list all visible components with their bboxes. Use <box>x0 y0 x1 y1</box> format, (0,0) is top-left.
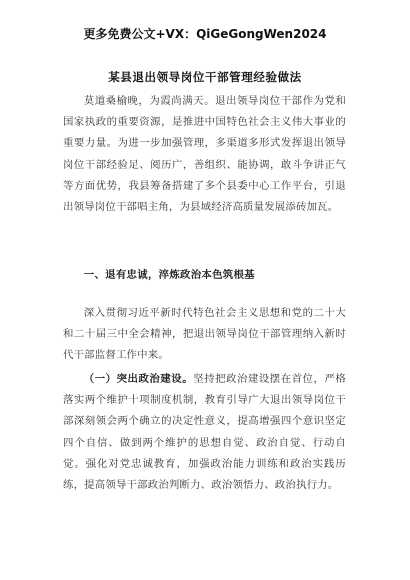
subsection-1-text: 坚持把政治建设摆在首位，严格落实两个维护十项制度机制，教育引导广大退出领导岗位干部深刻领会两个确立的决定性意义，提高增强四个意识坚定四个自信、做到两个维护的思想自觉、政治自觉、行动自觉。强化对党忠诚教育，加强政治能力训练和政治实践历练，提高领导干部政治判断力、政治领悟力、政治执行力。 <box>63 373 346 492</box>
subsection-1-lead: （一）突出政治建设。 <box>83 373 194 385</box>
subsection-1-paragraph <box>63 369 346 496</box>
section-1-paragraph: 深入贯彻习近平新时代特色社会主义思想和党的二十大和二十届三中全会精神，把退出领导岗位干部管理纳入新时代干部监督工作中来。 <box>63 307 346 362</box>
watermark-text: 更多免费公文+VX：QiGeGongWen2024 <box>83 27 327 41</box>
section-heading-1: 一、退有忠诚，淬炼政治本色筑根基 <box>83 269 255 281</box>
intro-paragraph: 莫道桑榆晚，为霞尚满天。退出领导岗位干部作为党和国家执政的重要资源，是推进中国特色社会主义伟大事业的重要力量。为进一步加强管理，多渠道多形式发挥退出领导岗位干部经验足、阅历广，善组织、能协调，敢斗争讲正气等方面优势，我县筹备搭建了多个县委中心工作平台，引退出领导岗位干部唱主角，为县域经济高质量发展添砖加瓦。 <box>63 95 346 214</box>
document-title: 某县退出领导岗位干部管理经验做法 <box>108 70 302 84</box>
